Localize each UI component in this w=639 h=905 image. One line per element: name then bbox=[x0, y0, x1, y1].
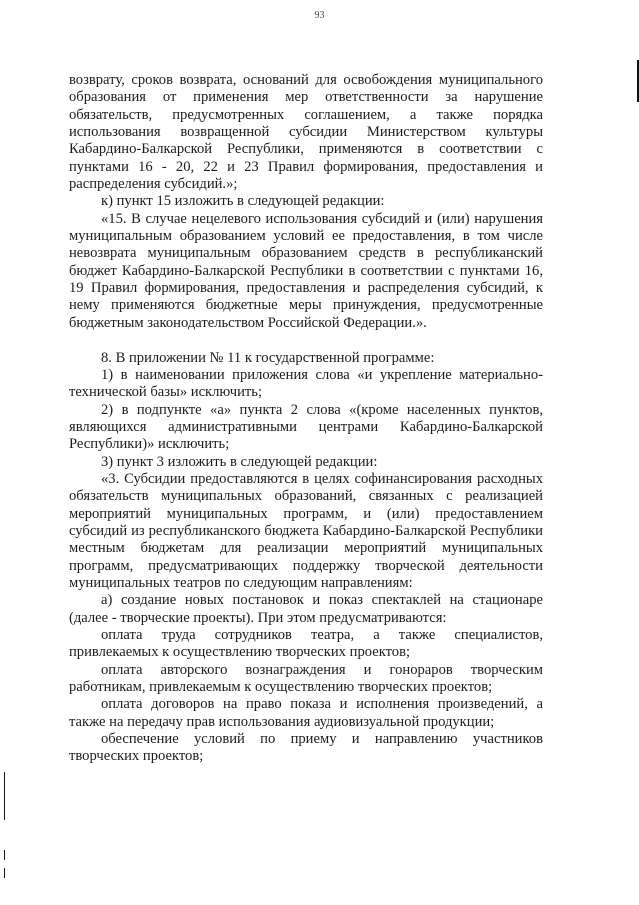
scan-edge-mark bbox=[4, 850, 5, 860]
paragraph-p12: оплата договоров на право показа и исполнения произведений, а также на передачу прав использования аудиовизуальной продукции; bbox=[69, 696, 543, 730]
paragraph-p3: «15. В случае нецелевого использования субсидий и (или) нарушения муниципальным образованием условий ее предоставления, в том числе невозврата муниципальным образованием средств в республиканский бюджет Кабардино-Балкарской Республики в соответствии с пунктами 16, 19 Правил формирования, предоставления и распределения субсидий, к нему применяются бюджетные меры принуждения, предусмотренные бюджетным законодательством Российской Федерации.». bbox=[69, 210, 543, 331]
scan-edge-mark bbox=[4, 868, 5, 878]
paragraph-p1: возврату, сроков возврата, оснований для освобождения муниципального образования от применения мер ответственности за нарушение обязательств, предусмотренных соглашением, а также порядка использования возвращенной субсидии Министерством культуры Кабардино-Балкарской Республики, применяются в соответствии с пунктами 16 - 20, 22 и 23 Правил формирования, предоставления и распределения субсидий.»; bbox=[69, 72, 543, 193]
document-body bbox=[69, 72, 543, 766]
paragraph-p11: оплата авторского вознаграждения и гонораров творческим работникам, привлекаемым к осуществлению творческих проектов; bbox=[69, 661, 543, 696]
paragraph-p13: обеспечение условий по приему и направлению участников творческих проектов; bbox=[69, 731, 543, 765]
paragraph-p4: 8. В приложении № 11 к государственной программе: bbox=[101, 349, 435, 366]
paragraph-p10: оплата труда сотрудников театра, а также специалистов, привлекаемых к осуществлению творческих проектов; bbox=[69, 627, 543, 661]
paragraph-p2: к) пункт 15 изложить в следующей редакции: bbox=[101, 193, 385, 210]
paragraph-p6: 2) в подпункте «а» пункта 2 слова «(кроме населенных пунктов, являющихся административными центрами Кабардино-Балкарской Республики)» исключить; bbox=[69, 401, 543, 453]
paragraph-p8: «3. Субсидии предоставляются в целях софинансирования расходных обязательств муниципальных образований, связанных с реализацией мероприятий муниципальных программ, и (или) предоставлением субсидий из республиканского бюджета Кабардино-Балкарской Республики местным бюджетам для реализации мероприятий муниципальных программ, предусматривающих поддержку творческой деятельности муниципальных театров по следующим направлениям: bbox=[69, 470, 543, 591]
paragraph-p5: 1) в наименовании приложения слова «и укрепление материально-технической базы» исключить; bbox=[69, 366, 543, 401]
scan-edge-mark bbox=[4, 772, 5, 820]
paragraph-spacer bbox=[69, 332, 543, 349]
paragraph-p7: 3) пункт 3 изложить в следующей редакции: bbox=[101, 453, 378, 470]
page-number: 93 bbox=[314, 10, 325, 21]
paragraph-p9: а) создание новых постановок и показ спектаклей на стационаре (далее - творческие проекты). При этом предусматриваются: bbox=[69, 592, 543, 626]
